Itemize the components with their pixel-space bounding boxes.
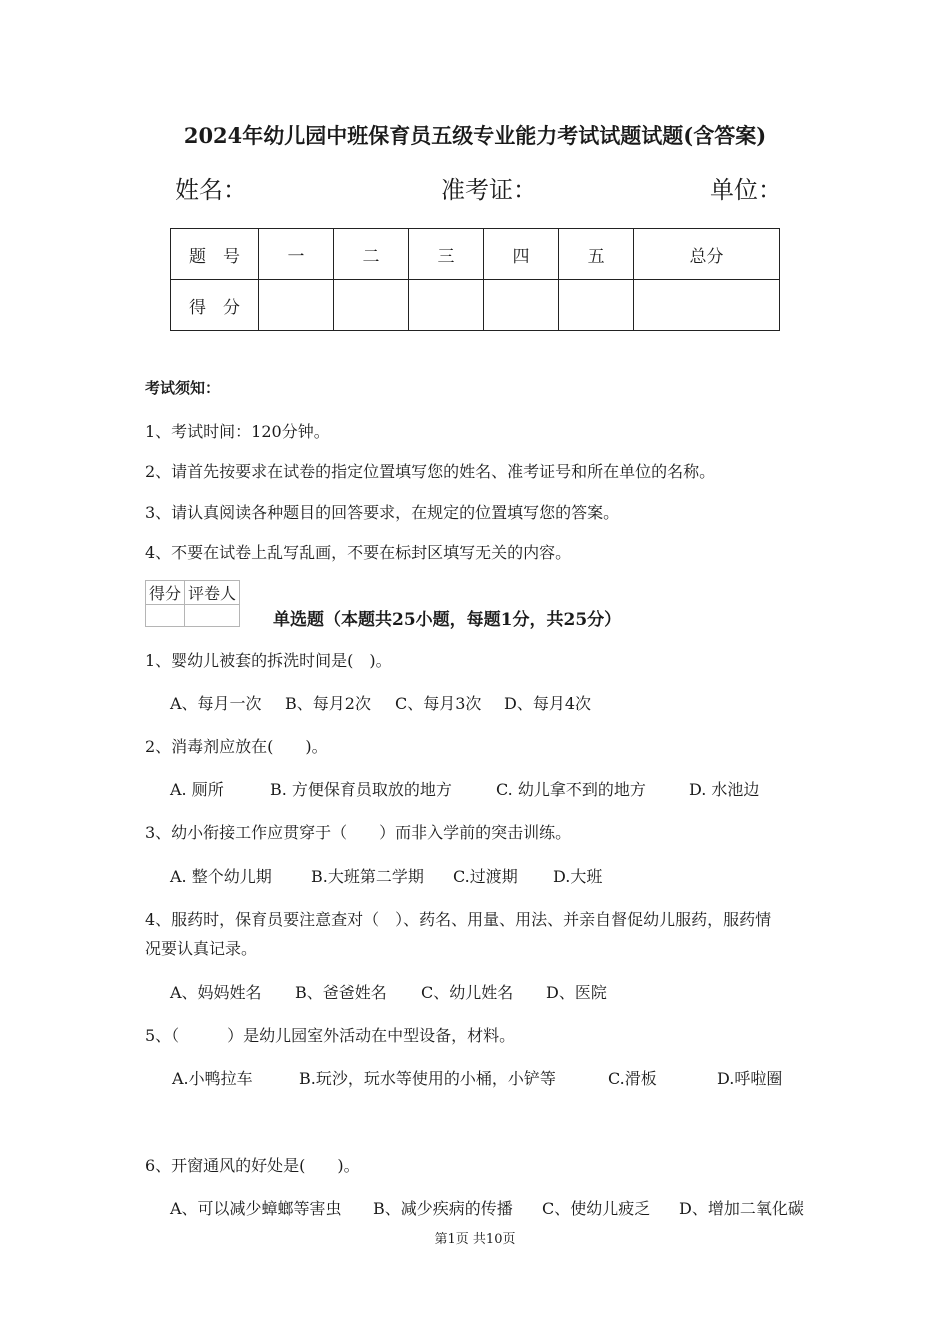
option[interactable]: D.大班: [553, 867, 603, 886]
question-6: 6、开窗通风的好处是( )。: [145, 1156, 360, 1175]
option[interactable]: D. 水池边: [689, 780, 760, 799]
score-cell-4[interactable]: [484, 280, 559, 331]
option[interactable]: D、增加二氧化碳: [679, 1199, 804, 1218]
score-table: [170, 228, 780, 331]
option[interactable]: A、每月一次: [170, 694, 262, 713]
option[interactable]: D、医院: [546, 983, 607, 1002]
score-table-cell: 总分: [634, 229, 780, 280]
option[interactable]: B、每月2次: [285, 694, 371, 713]
option[interactable]: A. 厕所: [170, 780, 224, 799]
option[interactable]: C.滑板: [608, 1069, 657, 1088]
exam-id-label: 准考证：: [441, 176, 537, 204]
option[interactable]: C.过渡期: [453, 867, 518, 886]
name-label: 姓名：: [175, 176, 247, 204]
question-4-continued: 况要认真记录。: [145, 939, 258, 958]
option[interactable]: B.大班第二学期: [311, 867, 424, 886]
notice-item: 3、请认真阅读各种题目的回答要求，在规定的位置填写您的答案。: [145, 503, 620, 522]
option[interactable]: A、可以减少蟑螂等害虫: [170, 1199, 342, 1218]
score-table-cell: 五: [559, 229, 634, 280]
grader-name-label: 评卷人: [185, 581, 240, 605]
option[interactable]: A. 整个幼儿期: [170, 867, 272, 886]
option[interactable]: D.呼啦圈: [717, 1069, 783, 1088]
notice-item: 1、考试时间：120分钟。: [145, 422, 330, 441]
score-table-score-row: [171, 280, 780, 331]
score-table-cell: 一: [259, 229, 334, 280]
notice-item: 4、不要在试卷上乱写乱画，不要在标封区填写无关的内容。: [145, 543, 572, 562]
option[interactable]: B. 方便保育员取放的地方: [270, 780, 452, 799]
grader-score-cell[interactable]: [146, 605, 185, 627]
question-5: 5、（ ）是幼儿园室外活动在中型设备，材料。: [145, 1026, 516, 1045]
score-table-cell: 二: [334, 229, 409, 280]
option[interactable]: C、幼儿姓名: [421, 983, 514, 1002]
score-table-cell: 三: [409, 229, 484, 280]
score-table-cell: 四: [484, 229, 559, 280]
option[interactable]: A、妈妈姓名: [170, 983, 262, 1002]
score-table-cell: 题 号: [171, 229, 259, 280]
grader-box: [145, 580, 240, 627]
grader-score-label: 得分: [146, 581, 185, 605]
option[interactable]: B、爸爸姓名: [295, 983, 387, 1002]
score-cell-5[interactable]: [559, 280, 634, 331]
section-title: 单选题（本题共25小题，每题1分，共25分）: [273, 610, 622, 630]
score-cell-3[interactable]: [409, 280, 484, 331]
page-footer: 第1页 共10页: [434, 1232, 516, 1247]
score-table-header-row: [171, 229, 780, 280]
option[interactable]: B、减少疾病的传播: [373, 1199, 513, 1218]
option[interactable]: D、每月4次: [504, 694, 592, 713]
option[interactable]: B.玩沙，玩水等使用的小桶，小铲等: [299, 1069, 556, 1088]
score-cell-1[interactable]: [259, 280, 334, 331]
score-cell-total[interactable]: [634, 280, 780, 331]
question-4: 4、服药时，保育员要注意查对（ ）、药名、用量、用法、并亲自督促幼儿服药，服药情: [145, 910, 772, 929]
notice-heading: 考试须知：: [145, 379, 221, 397]
grader-name-cell[interactable]: [185, 605, 240, 627]
unit-label: 单位：: [710, 176, 782, 204]
document-title: 2024年幼儿园中班保育员五级专业能力考试试题试题(含答案): [183, 123, 767, 148]
score-table-cell: 得 分: [171, 280, 259, 331]
notice-item: 2、请首先按要求在试卷的指定位置填写您的姓名、准考证号和所在单位的名称。: [145, 462, 716, 481]
score-cell-2[interactable]: [334, 280, 409, 331]
option[interactable]: A.小鸭拉车: [172, 1069, 253, 1088]
question-3: 3、幼小衔接工作应贯穿于（ ）而非入学前的突击训练。: [145, 823, 572, 842]
question-1: 1、婴幼儿被套的拆洗时间是( )。: [145, 651, 392, 670]
option[interactable]: C. 幼儿拿不到的地方: [496, 780, 646, 799]
question-2: 2、消毒剂应放在( )。: [145, 737, 328, 756]
option[interactable]: C、使幼儿疲乏: [542, 1199, 651, 1218]
option[interactable]: C、每月3次: [395, 694, 482, 713]
